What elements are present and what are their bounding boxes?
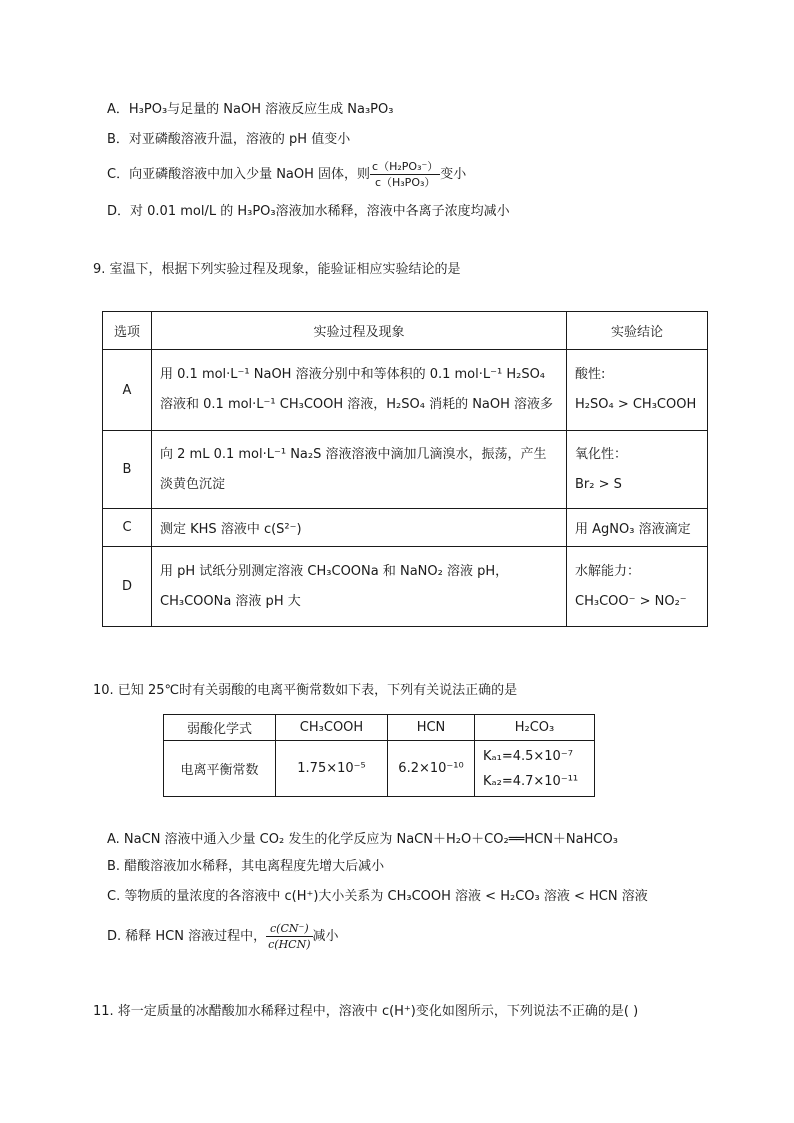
row-process <box>152 547 567 627</box>
q8-option-d: D．对 0.01 mol/L 的 H₃PO₃溶液加水稀释，溶液中各离子浓度均减小 <box>107 204 510 219</box>
q8-option-c-fraction <box>370 160 440 189</box>
fraction-numerator: c(CN⁻) <box>266 922 312 937</box>
process-line: 用 0.1 mol·L⁻¹ NaOH 溶液分别中和等体积的 0.1 mol·L⁻¹ H₂SO₄ <box>160 367 546 382</box>
q10-option-a: A. NaCN 溶液中通入少量 CO₂ 发生的化学反应为 NaCN＋H₂O＋CO₂══HCN＋NaHCO₃ <box>107 832 618 847</box>
conclusion-line: CH₃COO⁻ > NO₂⁻ <box>575 593 687 609</box>
fraction-denominator: c（H₃PO₃） <box>374 176 436 189</box>
q8-option-a: A．H₃PO₃与足量的 NaOH 溶液反应生成 Na₃PO₃ <box>107 102 394 117</box>
row-process <box>152 431 567 509</box>
conclusion-line: Br₂ > S <box>575 476 622 492</box>
q8-option-c-suffix: 变小 <box>440 167 467 182</box>
row-conclusion: 用 AgNO₃ 溶液滴定 <box>567 509 708 547</box>
q11-stem: 11. 将一定质量的冰醋酸加水稀释过程中，溶液中 c(H⁺)变化如图所示，下列说法不正确的是( ) <box>93 1004 639 1019</box>
header-hcn: HCN <box>388 715 475 741</box>
process-line: CH₃COONa 溶液 pH 大 <box>160 593 301 609</box>
q9-table <box>102 311 708 627</box>
table-row <box>103 350 708 431</box>
table-row <box>103 431 708 509</box>
process-line: 用 pH 试纸分别测定溶液 CH₃COONa 和 NaNO₂ 溶液 pH， <box>160 563 509 579</box>
row-conclusion <box>567 350 708 431</box>
cell-ch3cooh-ka: 1.75×10⁻⁵ <box>276 741 388 797</box>
q9-stem: 9. 室温下，根据下列实验过程及现象，能验证相应实验结论的是 <box>93 262 461 277</box>
ka2-value: Kₐ₂=4.7×10⁻¹¹ <box>483 773 579 789</box>
table-header-row <box>103 312 708 350</box>
header-acid-formula: 弱酸化学式 <box>164 715 276 741</box>
process-line: 向 2 mL 0.1 mol·L⁻¹ Na₂S 溶液溶液中滴加几滴溴水，振荡，产生 <box>160 446 547 462</box>
row-option: C <box>103 509 152 547</box>
q10-option-d-fraction <box>266 922 312 951</box>
table-header-row <box>164 715 595 741</box>
header-ch3cooh: CH₃COOH <box>276 715 388 741</box>
q10-option-c: C. 等物质的量浓度的各溶液中 c(H⁺)大小关系为 CH₃COOH 溶液 < H₂CO₃ 溶液 < HCN 溶液 <box>107 889 648 904</box>
process-line: 溶液和 0.1 mol·L⁻¹ CH₃COOH 溶液，H₂SO₄ 消耗的 NaOH 溶液多 <box>160 397 554 412</box>
q10-table <box>163 714 595 797</box>
q10-option-d-prefix: D. 稀释 HCN 溶液过程中， <box>107 929 267 944</box>
q10-option-b: B. 醋酸溶液加水稀释，其电离程度先增大后减小 <box>107 859 385 874</box>
header-process: 实验过程及现象 <box>152 312 567 350</box>
q8-option-c-prefix: C．向亚磷酸溶液中加入少量 NaOH 固体，则 <box>107 167 371 182</box>
row-label: 电离平衡常数 <box>164 741 276 797</box>
cell-h2co3-ka <box>475 741 595 797</box>
header-h2co3: H₂CO₃ <box>475 715 595 741</box>
table-row <box>103 547 708 627</box>
row-option: B <box>103 431 152 509</box>
row-process <box>152 350 567 431</box>
q10-option-d-suffix: 减小 <box>312 929 339 944</box>
row-conclusion <box>567 431 708 509</box>
cell-hcn-ka: 6.2×10⁻¹⁰ <box>388 741 475 797</box>
conclusion-line: H₂SO₄ > CH₃COOH <box>575 397 697 412</box>
conclusion-line: 水解能力： <box>575 563 641 579</box>
header-conclusion: 实验结论 <box>567 312 708 350</box>
fraction-numerator: c（H₂PO₃⁻） <box>372 160 439 173</box>
row-conclusion <box>567 547 708 627</box>
q8-option-c <box>107 160 466 189</box>
header-option: 选项 <box>103 312 152 350</box>
conclusion-line: 氧化性： <box>575 446 628 462</box>
conclusion-line: 酸性: <box>575 367 606 382</box>
q10-stem: 10. 已知 25℃时有关弱酸的电离平衡常数如下表，下列有关说法正确的是 <box>93 683 518 698</box>
q8-option-b: B．对亚磷酸溶液升温，溶液的 pH 值变小 <box>107 132 351 147</box>
table-row <box>103 509 708 547</box>
process-line: 淡黄色沉淀 <box>160 476 226 492</box>
q10-option-d <box>107 922 339 951</box>
ka1-value: Kₐ₁=4.5×10⁻⁷ <box>483 748 573 764</box>
row-option: A <box>103 350 152 431</box>
row-process: 测定 KHS 溶液中 c(S²⁻) <box>152 509 567 547</box>
row-option: D <box>103 547 152 627</box>
table-row <box>164 741 595 797</box>
fraction-denominator: c(HCN) <box>268 938 311 951</box>
